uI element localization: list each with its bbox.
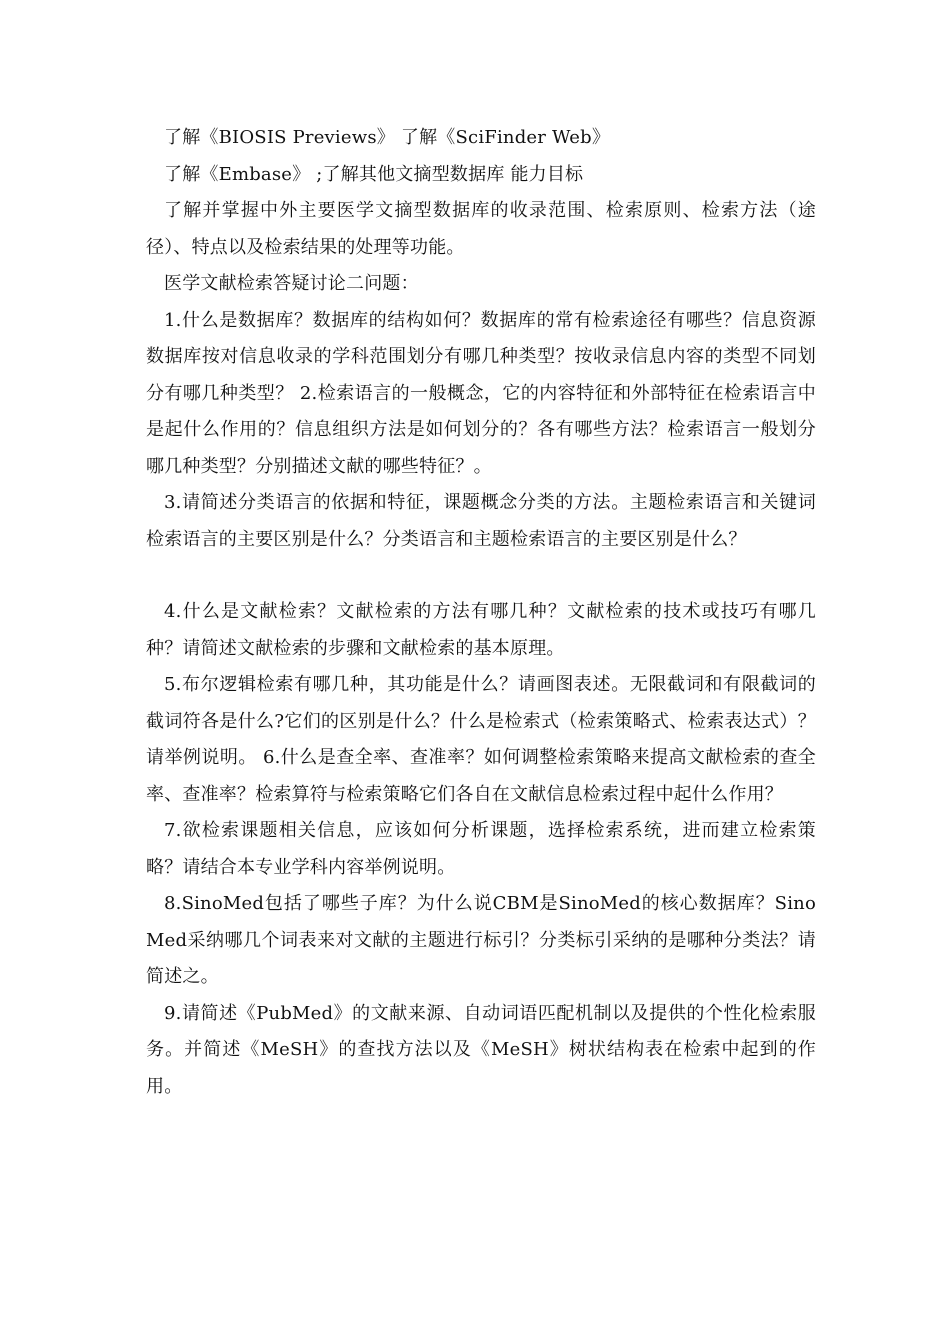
paragraph-question-5-6: 5.布尔逻辑检索有哪几种，其功能是什么？请画图表述。无限截词和有限截词的截词符各是什么?它们的区别是什么？什么是检索式（检索策略式、检索表达式）？请举例说明。 6.什么是查全率、查准率？如何调整检索策略来提高文献检索的查全率、查准率？检索算符与检索策略它们各自在文献信息检索过程中起什么作用？: [146, 674, 816, 805]
paragraph-understand-embase: 了解《Embase》 ;了解其他文摘型数据库 能力目标: [164, 163, 584, 185]
paragraph-question-8: 8.SinoMed包括了哪些子库？为什么说CBM是SinoMed的核心数据库？SinoMed采纳哪几个词表来对文献的主题进行标引？分类标引采纳的是哪种分类法？请简述之。: [146, 893, 816, 987]
paragraph-discussion-heading: 医学文献检索答疑讨论二问题：: [164, 273, 419, 294]
document-body: [146, 120, 816, 1105]
paragraph-question-4: 4.什么是文献检索？文献检索的方法有哪几种？文献检索的技术或技巧有哪几种？请简述文献检索的步骤和文献检索的基本原理。: [146, 601, 816, 659]
paragraph-question-1-2: 1.什么是数据库？数据库的结构如何？数据库的常有检索途径有哪些？信息资源数据库按对信息收录的学科范围划分有哪几种类型？按收录信息内容的类型不同划分有哪几种类型？ 2.检索语言的一般概念，它的内容特征和外部特征在检索语言中是起什么作用的？信息组织方法是如何划分的？各有哪些方法？检索语言一般划分哪几种类型？分别描述文献的哪些特征？。: [146, 309, 816, 477]
paragraph-understand-biosis-scifinder: 了解《BIOSIS Previews》 了解《SciFinder Web》: [164, 127, 611, 148]
paragraph-question-9: 9.请简述《PubMed》的文献来源、自动词语匹配机制以及提供的个性化检索服务。并简述《MeSH》的查找方法以及《MeSH》树状结构表在检索中起到的作用。: [146, 1002, 816, 1097]
paragraph-question-3: 3.请简述分类语言的依据和特征，课题概念分类的方法。主题检索语言和关键词检索语言的主要区别是什么？分类语言和主题检索语言的主要区别是什么？: [146, 492, 816, 550]
paragraph-ability-goal: 了解并掌握中外主要医学文摘型数据库的收录范围、检索原则、检索方法（途径）、特点以及检索结果的处理等功能。: [146, 200, 816, 258]
paragraph-question-7: 7.欲检索课题相关信息，应该如何分析课题，选择检索系统，进而建立检索策略？请结合本专业学科内容举例说明。: [146, 820, 816, 878]
